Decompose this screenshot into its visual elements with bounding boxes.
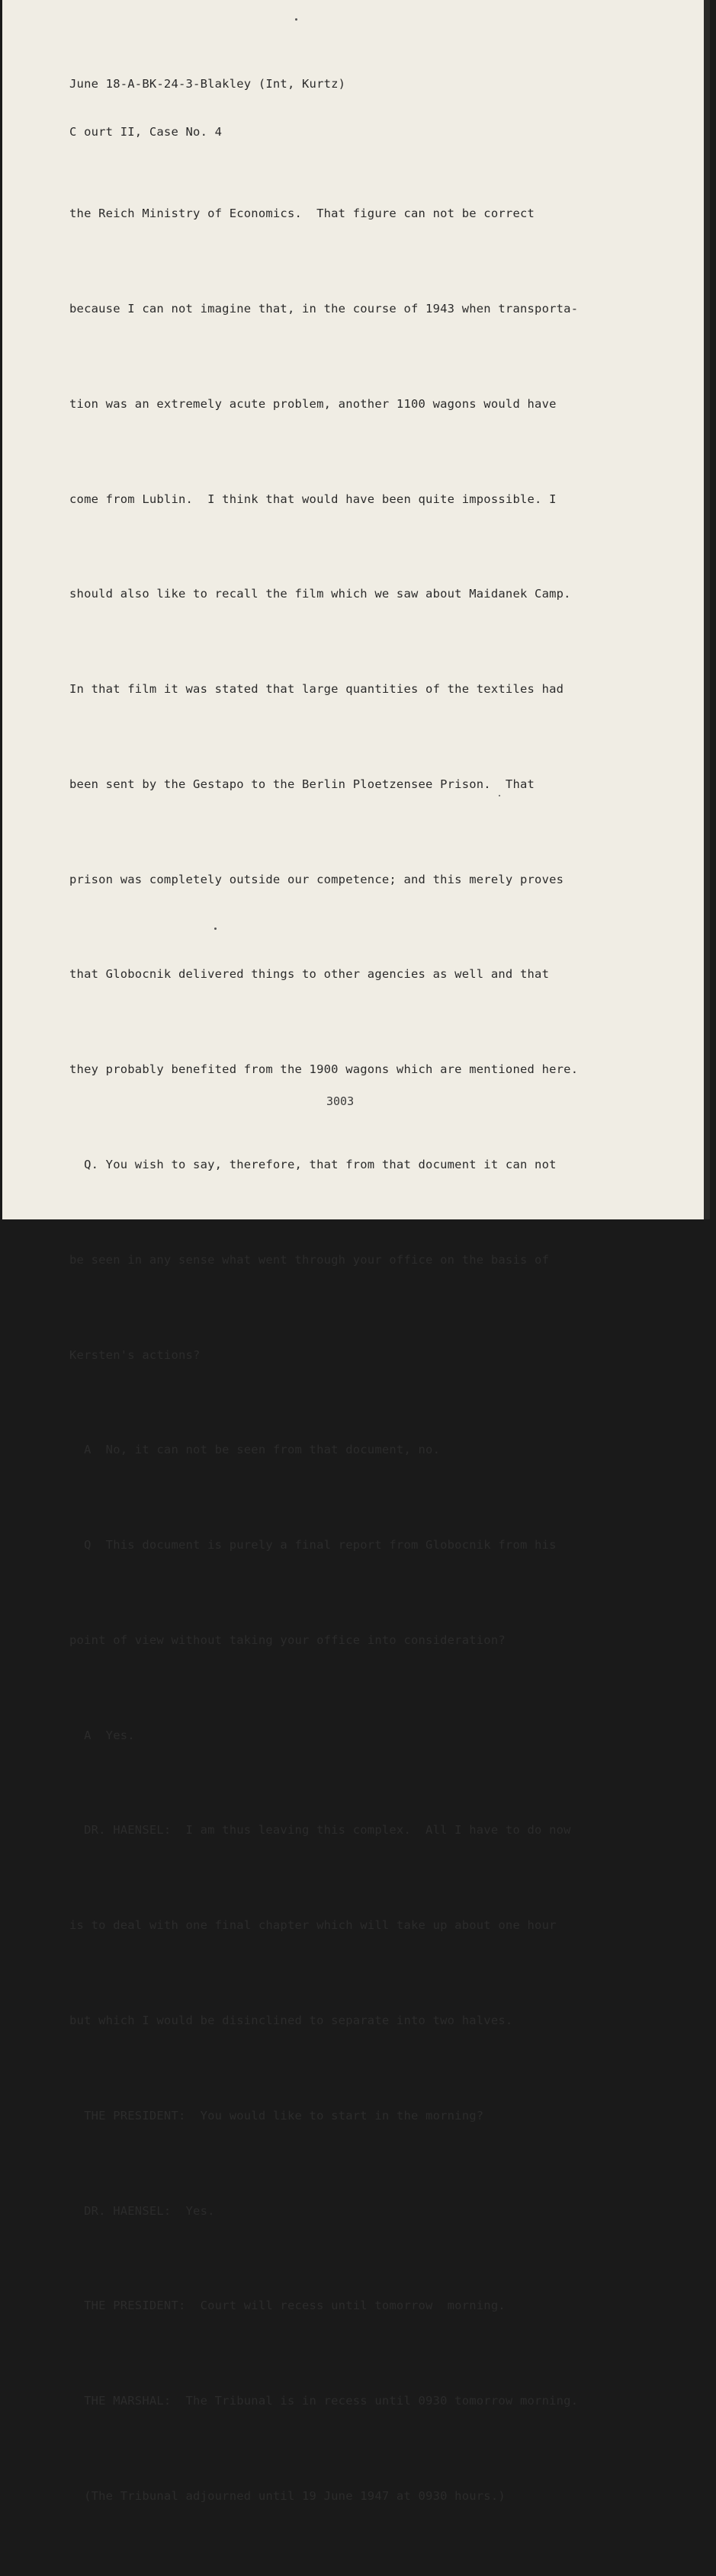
page-edge-shadow — [704, 0, 710, 1219]
body-line: that Globocnik delivered things to other agencies as well and that — [69, 967, 550, 982]
answer-line: A Yes. — [69, 1728, 135, 1742]
ink-speck — [295, 18, 297, 21]
answer-line: A No, it can not be seen from that document, no. — [69, 1443, 441, 1457]
question-line: Q This document is purely a final report from Globocnik from his — [69, 1538, 557, 1552]
speaker-line: THE PRESIDENT: Court will recess until tomorrow morning. — [69, 2299, 506, 2313]
body-line: the Reich Ministry of Economics. That figure can not be correct — [69, 207, 535, 221]
ink-speck — [214, 928, 217, 930]
body-line: prison was completely outside our competence; and this merely proves — [69, 872, 564, 886]
body-line: Kersten's actions? — [69, 1347, 201, 1362]
body-line: because I can not imagine that, in the course of 1943 when transporta- — [69, 301, 579, 316]
speaker-line: THE PRESIDENT: You would like to start in the morning? — [69, 2108, 484, 2123]
header-line-2: C ourt II, Case No. 4 — [69, 125, 223, 139]
adjournment-line: (The Tribunal adjourned until 19 June 1947 at 0930 hours.) — [69, 2488, 506, 2503]
header-line-1: June 18-A-BK-24-3-Blakley (Int, Kurtz) — [69, 77, 346, 91]
body-line: come from Lublin. I think that would have been quite impossible. I — [69, 492, 557, 506]
body-line: be seen in any sense what went through your office on the basis of — [69, 1252, 550, 1267]
speaker-line: DR. HAENSEL: Yes. — [69, 2203, 215, 2218]
body-line: should also like to recall the film which we saw about Maidanek Camp. — [69, 587, 571, 601]
ink-speck — [499, 795, 500, 796]
body-line: In that film it was stated that large quantities of the textiles had — [69, 682, 564, 697]
body-line: point of view without taking your office into consideration? — [69, 1632, 506, 1647]
transcript-body — [69, 135, 578, 2576]
body-line: is to deal with one final chapter which will take up about one hour — [69, 1918, 557, 1933]
body-line: been sent by the Gestapo to the Berlin Ploetzensee Prison. That — [69, 777, 535, 791]
question-line: Q. You wish to say, therefore, that from that document it can not — [69, 1158, 557, 1171]
body-line: but which I would be disinclined to separate into two halves. — [69, 2014, 513, 2028]
page-number: 3003 — [326, 1094, 355, 1108]
body-line: tion was an extremely acute problem, another 1100 wagons would have — [69, 396, 557, 411]
document-page — [2, 0, 710, 2503]
speaker-line: THE MARSHAL: The Tribunal is in recess until 0930 tomorrow morning. — [69, 2394, 579, 2408]
body-line: they probably benefited from the 1900 wagons which are mentioned here. — [69, 1062, 579, 1077]
speaker-line: DR. HAENSEL: I am thus leaving this complex. All I have to do now — [69, 1823, 571, 1837]
